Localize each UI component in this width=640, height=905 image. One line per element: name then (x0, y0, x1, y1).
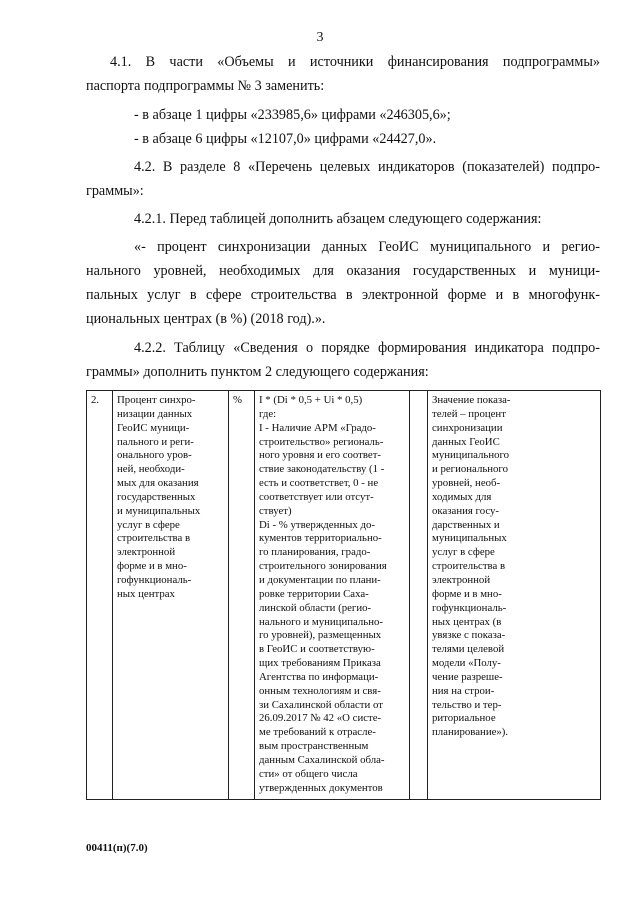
row-number: 2. (91, 394, 100, 406)
table-cell-indicator-name (113, 391, 229, 800)
paragraph-4-1-line1: 4.1. В части «Объемы и источники финансирования подпрограммы» (110, 54, 600, 70)
paragraph-4-2-line2: граммы»: (86, 183, 144, 199)
paragraph-replace-6: - в абзаце 6 цифры «12107,0» цифрами «24427,0». (134, 131, 437, 147)
paragraph-4-2-1: 4.2.1. Перед таблицей дополнить абзацем следующего содержания: (134, 211, 542, 227)
table-row (87, 391, 601, 800)
table-cell-number (87, 391, 113, 800)
table-cell-unit (229, 391, 255, 800)
paragraph-4-2-2-line1: 4.2.2. Таблицу «Сведения о порядке формирования индикатора подпро- (134, 340, 600, 356)
paragraph-replace-1: - в абзаце 1 цифры «233985,6» цифрами «246305,6»; (134, 107, 451, 123)
paragraph-quote-line4: циональных центрах (в %) (2018 год).». (86, 311, 326, 327)
calculation-formula: I * (Di * 0,5 + Ui * 0,5) где: I - Наличие АРМ «Градо- строительство» региональ- ного уровня и его соответ- ствие законодательству (1 - есть и соответствет, 0 - не соответствует или отсут- ствует) Di - % утвержденных до- кументов территориально- го планирования, градо- строительного зонирования и документации по плани- ровке территории Саха- линской области (регио- нального и муниципально- го уровней), размещенных в ГеоИС и соответствую- щих требованиям Приказа Агентства по информаци- онным технологиям и свя- зи Сахалинской области от 26.09.2017 № 42 «О систе- ме требований к отрасле- вым пространственным данным Сахалинской обла- сти» от общего числа утвержденных документов (259, 394, 387, 794)
paragraph-4-1-line2: паспорта подпрограммы № 3 заменить: (86, 78, 325, 94)
indicator-description: Значение показа- телей – процент синхронизации данных ГеоИС муниципального и регионального уровней, необ- ходимых для оказания госу- дарственных и муниципальных услуг в сфере строительства в электронной форме и в мно- гофункциональ- ных центрах (в увязке с показа- телями целевой модели «Полу- чение разреше- ния на строи- тельство и тер- риториальное планирование»). (432, 394, 511, 739)
paragraph-quote-line3: пальных услуг в сфере строительства в электронной форме и в многофунк- (86, 287, 600, 303)
table-cell-empty (410, 391, 428, 800)
document-code: 00411(п)(7.0) (86, 842, 148, 854)
paragraph-quote-line2: нального уровней, необходимых для оказания государственных и муници- (86, 263, 600, 279)
paragraph-4-2-line1: 4.2. В разделе 8 «Перечень целевых индикаторов (показателей) подпро- (134, 159, 600, 175)
table-cell-formula (255, 391, 410, 800)
paragraph-4-2-2-line2: граммы» дополнить пунктом 2 следующего содержания: (86, 364, 429, 380)
indicator-table (86, 390, 601, 800)
paragraph-quote-line1: «- процент синхронизации данных ГеоИС муниципального и регио- (134, 239, 600, 255)
unit-of-measure: % (233, 394, 242, 406)
table-cell-description (428, 391, 601, 800)
page-number: 3 (316, 30, 324, 45)
indicator-name: Процент синхро- низации данных ГеоИС муници- пального и реги- онального уров- ней, необходи- мых для оказания государственных и муниципальных услуг в сфере строительства в электронной форме и в мно- гофункциональ- ных центрах (117, 394, 201, 600)
